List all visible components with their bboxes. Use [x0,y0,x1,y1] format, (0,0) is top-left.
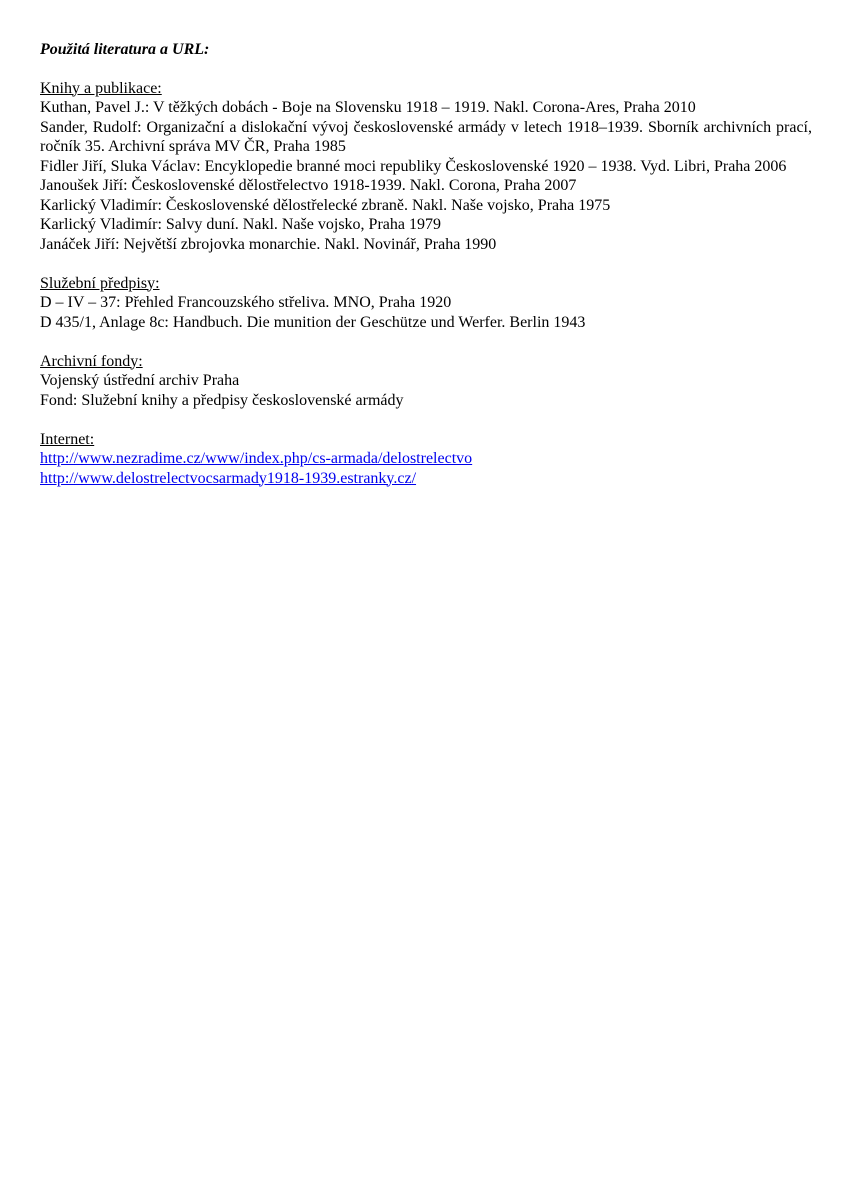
book-entry: Karlický Vladimír: Československé dělostřelecké zbraně. Nakl. Naše vojsko, Praha 1975 [40,196,611,214]
internet-link-nezradime[interactable]: http://www.nezradime.cz/www/index.php/cs-armada/delostrelectvo [40,450,473,467]
internet-section [40,430,812,489]
document-page [40,40,812,508]
regulations-heading: Služební předpisy: [40,274,160,292]
archive-entry: Fond: Služební knihy a předpisy československé armády [40,391,404,409]
internet-link-estranky[interactable]: http://www.delostrelectvocsarmady1918-1939.estranky.cz/ [40,469,417,487]
book-entry: Kuthan, Pavel J.: V těžkých dobách - Boje na Slovensku 1918 – 1919. Nakl. Corona-Ares, Praha 2010 [40,99,696,116]
regulations-section [40,274,812,333]
regulation-entry: D 435/1, Anlage 8c: Handbuch. Die munition der Geschütze und Werfer. Berlin 1943 [40,313,586,331]
internet-heading: Internet: [40,430,95,448]
archives-heading: Archivní fondy: [40,352,143,370]
regulation-entry: D – IV – 37: Přehled Francouzského střeliva. MNO, Praha 1920 [40,294,452,311]
book-entry: Fidler Jiří, Sluka Václav: Encyklopedie branné moci republiky Československé 1920 – 1938. Vyd. Libri, Praha 2006 [40,157,787,175]
document-title: Použitá literatura a URL: [40,41,210,58]
book-entry: Janáček Jiří: Největší zbrojovka monarchie. Nakl. Novinář, Praha 1990 [40,235,497,253]
archive-entry: Vojenský ústřední archiv Praha [40,372,240,389]
book-entry: Karlický Vladimír: Salvy duní. Nakl. Naše vojsko, Praha 1979 [40,216,441,233]
books-heading: Knihy a publikace: [40,79,162,97]
books-section [40,79,812,255]
book-entry: Sander, Rudolf: Organizační a dislokační vývoj československé armády v letech 1918–1939. Sborník archivních prací, ročník 35. Archivní správa MV ČR, Praha 1985 [40,118,812,155]
book-entry: Janoušek Jiří: Československé dělostřelectvo 1918-1939. Nakl. Corona, Praha 2007 [40,177,577,194]
archives-section [40,352,812,411]
